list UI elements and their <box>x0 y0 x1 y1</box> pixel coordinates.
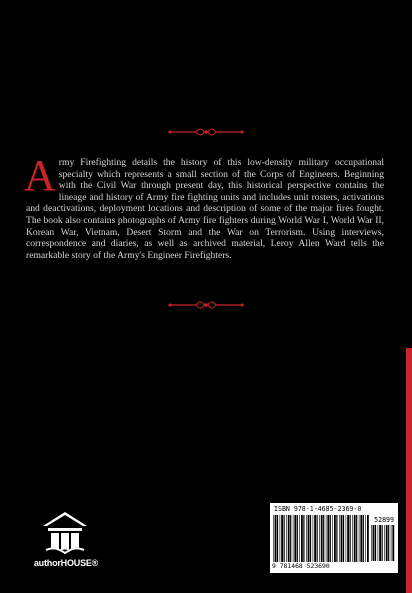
barcode-bars <box>273 515 369 562</box>
ornament-divider-bottom <box>168 300 244 310</box>
back-cover-blurb <box>24 151 384 261</box>
blurb-text: rmy Firefighting details the history of this low-density military occupational specialty which represents a small section of the Corps of Engineers. Beginning with the Civil War through present day, this historical perspective contains the lineage and history of Army fire fighting units and includes unit rosters, activations and deactivations, deployment locations and description of some of the major fires fought. The book also contains photographs of Army fire fighters during World War I, World War II, Korean War, Vietnam, Desert Storm and the War on Terrorism. Using interviews, correspondence and diaries, as well as archived material, Leroy Allen Ward tells the remarkable story of the Army's Engineer Firefighters. <box>26 157 384 261</box>
price-code: 52899 <box>374 516 394 524</box>
ornament-divider-top <box>168 127 244 137</box>
house-book-icon <box>40 510 90 554</box>
isbn-number: ISBN 978-1-4685-2369-0 <box>274 505 362 513</box>
isbn-barcode <box>270 503 398 573</box>
addon-barcode-bars <box>371 525 395 561</box>
publisher-logo <box>30 510 100 580</box>
ean-digits: 9 781468 523690 <box>272 562 330 570</box>
publisher-name: authorHOUSE® <box>33 558 99 568</box>
dropcap-letter: A <box>24 151 56 200</box>
spine-accent-strip <box>406 348 412 593</box>
